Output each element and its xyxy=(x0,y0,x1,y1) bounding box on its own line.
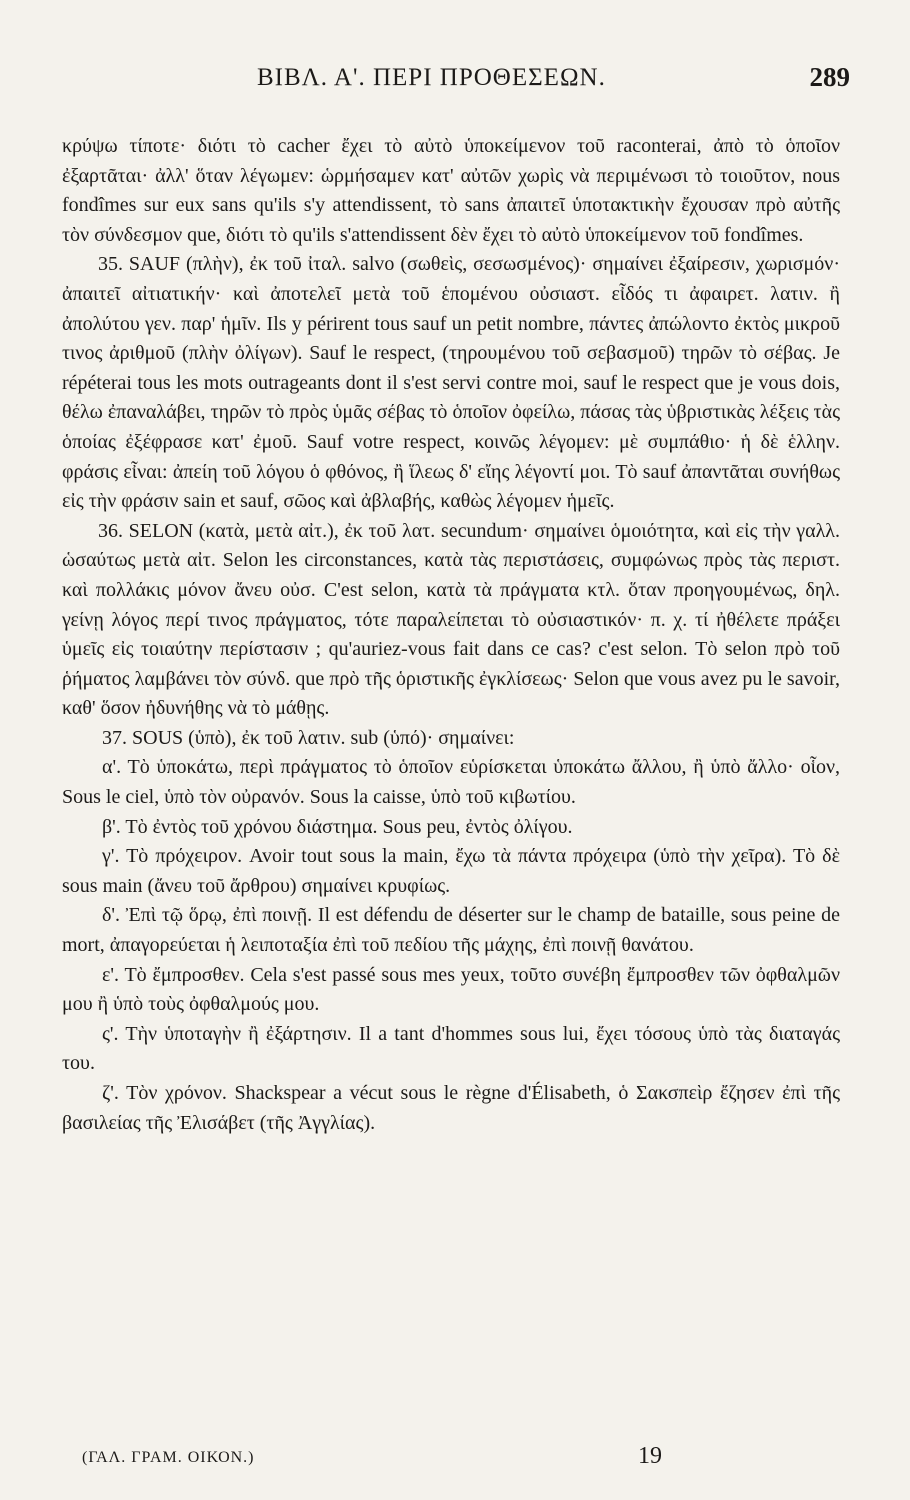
sous-sense-e: ε'. Τὸ ἔμπροσθεν. Cela s'est passé sous mes yeux, τοῦτο συνέβη ἔμπροσθεν τῶν ὀφθαλμῶν μου ἢ ὑπὸ τοὺς ὀφθαλμούς μου. xyxy=(62,963,840,1016)
sheet-number: 19 xyxy=(638,1443,662,1469)
paragraph-sauf: 35. SAUF (πλὴν), ἐκ τοῦ ἰταλ. salvo (σωθεὶς, σεσωσμένος)· σημαίνει ἐξαίρεσιν, χωρισμόν· ἀπαιτεῖ αἰτιατικήν· καὶ ἀποτελεῖ μετὰ τοῦ ἑπομένου οὐσιαστ. εἶδός τι ἀφαιρετ. λατιν. ἢ ἀπολύτου γεν. παρ' ἡμῖν. Ils y périrent tous sauf un petit nombre, πάντες ἀπώλοντο ἐκτὸς μικροῦ τινος ἀριθμοῦ (πλὴν ὀλίγων). Sauf le respect, (τηρουμένου τοῦ σεβασμοῦ) τηρῶν τὸ σέβας. Je répéterai tous les mots outrageants dont il s'est servi contre moi, sauf le respect que je vous dois, θέλω ἐπαναλάβει, τηρῶν τὸ πρὸς ὑμᾶς σέβας τὸ ὁποῖον ὀφείλω, πάσας τὰς ὑβριστικὰς λέξεις τὰς ὁποίας ἐξέφρασε κατ' ἐμοῦ. Sauf votre respect, κοινῶς λέγομεν: μὲ συμπάθιο· ἡ δὲ ἑλλην. φράσις εἶναι: ἀπείη τοῦ λόγου ὁ φθόνος, ἢ ἵλεως δ' εἴης λέγοντί μοι. Τὸ sauf ἀπαντᾶται συνήθως εἰς τὴν φράσιν sain et sauf, σῶος καὶ ἀβλαβής, καθὼς λέγομεν ἡμεῖς. xyxy=(62,253,840,513)
sous-sense-f: ς'. Τὴν ὑποταγὴν ἢ ἐξάρτησιν. Il a tant d'hommes sous lui, ἔχει τόσους ὑπὸ τὰς διαταγάς του. xyxy=(62,1022,840,1075)
page-header xyxy=(62,62,850,104)
running-head: ΒΙΒΛ. Α'. ΠΕΡΙ ΠΡΟΘΕΣΕΩΝ. xyxy=(257,64,606,91)
sous-sense-a: α'. Τὸ ὑποκάτω, περὶ πράγματος τὸ ὁποῖον εὑρίσκεται ὑποκάτω ἄλλου, ἢ ὑπὸ ἄλλο· οἷον, Sous le ciel, ὑπὸ τὸν οὐρανόν. Sous la caisse, ὑπὸ τοῦ κιβωτίου. xyxy=(62,756,840,809)
sous-sense-d: δ'. Ἐπὶ τῷ ὅρῳ, ἐπὶ ποινῇ. Il est défendu de déserter sur le champ de bataille, sous peine de mort, ἀπαγορεύεται ἡ λειποταξία ἐπὶ τοῦ πεδίου τῆς μάχης, ἐπὶ ποινῇ θανάτου. xyxy=(62,904,840,957)
page-body xyxy=(62,132,840,1138)
page-number: 289 xyxy=(809,62,850,92)
page-footer xyxy=(62,1443,840,1477)
signature-mark: (ΓΑΛ. ΓΡΑΜ. ΟΙΚΟΝ.) xyxy=(82,1449,255,1466)
paragraph-sous: 37. SOUS (ὑπὸ), ἐκ τοῦ λατιν. sub (ὑπό)· σημαίνει: xyxy=(102,726,515,749)
sous-sense-g: ζ'. Τὸν χρόνον. Shackspear a vécut sous le règne d'Élisabeth, ὁ Σακσπεὶρ ἔζησεν ἐπὶ τῆς βασιλείας τῆς Ἐλισάβετ (τῆς Ἀγγλίας). xyxy=(62,1082,840,1134)
paragraph-selon: 36. SELON (κατὰ, μετὰ αἰτ.), ἐκ τοῦ λατ. secundum· σημαίνει ὁμοιότητα, καὶ εἰς τὴν γαλλ. ὡσαύτως μετὰ αἰτ. Selon les circonstances, κατὰ τὰς περιστάσεις, συμφώνως πρὸς τὰς περιστ. καὶ πολλάκις μόνον ἄνευ οὐσ. C'est selon, κατὰ τὰ πράγματα κτλ. ὅταν προηγουμένως, δηλ. γείνῃ λόγος περί τινος πράγματος, τότε παραλείπεται τὸ οὐσιαστικόν· π. χ. τί ἠθέλετε πράξει ὑμεῖς εἰς τοιαύτην περίστασιν ; qu'auriez-vous fait dans ce cas? c'est selon. Τὸ selon πρὸ τοῦ ῥήματος λαμβάνει τὸν σύνδ. que πρὸ τῆς ὁριστικῆς ἐγκλίσεως· Selon que vous avez pu le savoir, καθ' ὅσον ἠδυνήθης νὰ τὸ μάθῃς. xyxy=(62,519,840,720)
paragraph-continuation: κρύψω τίποτε· διότι τὸ cacher ἔχει τὸ αὐτὸ ὑποκείμενον τοῦ raconterai, ἀπὸ τὸ ὁποῖον ἐξαρτᾶται· ἀλλ' ὅταν λέγωμεν: ὡρμήσαμεν κατ' αὐτῶν χωρὶς νὰ περιμένωσι τὸ τοιοῦτον, nous fondîmes sur eux sans qu'ils s'y attendissent, τὸ sans ἀπαιτεῖ ὑποτακτικὴν ἔχουσαν πρὸ αὐτῆς τὸν σύνδεσμον que, διότι τὸ qu'ils s'attendissent δὲν ἔχει τὸ αὐτὸ ὑποκείμενον τοῦ fondîmes. xyxy=(62,135,840,246)
sous-sense-c: γ'. Τὸ πρόχειρον. Avoir tout sous la main, ἔχω τὰ πάντα πρόχειρα (ὑπὸ τὴν χεῖρα). Τὸ δὲ sous main (ἄνευ τοῦ ἄρθρου) σημαίνει κρυφίως. xyxy=(62,845,840,897)
sous-sense-b: β'. Τὸ ἐντὸς τοῦ χρόνου διάστημα. Sous peu, ἐντὸς ὀλίγου. xyxy=(102,815,573,838)
